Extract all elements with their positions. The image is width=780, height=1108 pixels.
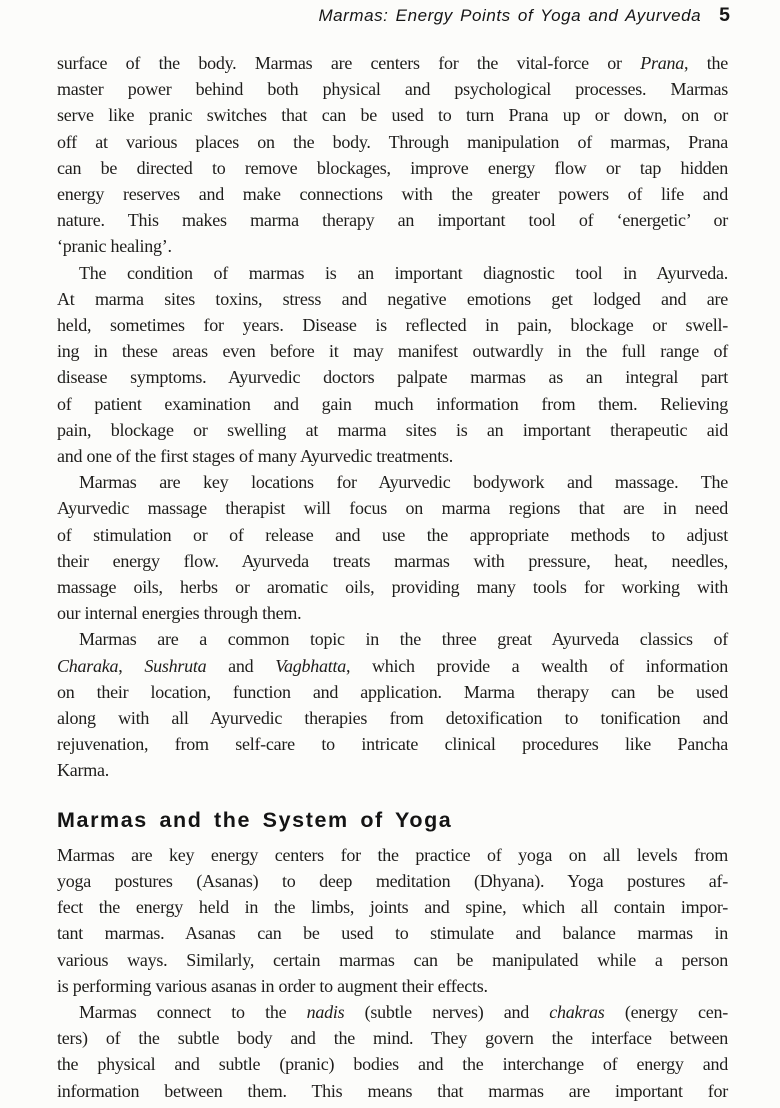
text-line xyxy=(57,417,728,443)
text-segment: (subtle nerves) and xyxy=(344,1001,550,1022)
text-line xyxy=(57,653,728,679)
text-segment: , which provide a wealth of information xyxy=(345,655,729,676)
text-line xyxy=(57,999,728,1025)
text-line xyxy=(57,391,728,417)
text-segment: of patient examination and gain much information from them. Relieving xyxy=(57,393,728,414)
text-segment: off at various places on the body. Through manipulation of marmas, Prana xyxy=(57,131,728,152)
text-line xyxy=(57,757,728,783)
text-line xyxy=(57,522,728,548)
text-segment: yoga postures (Asanas) to deep meditation (Dhyana). Yoga postures af- xyxy=(57,870,728,891)
text-segment: (energy cen- xyxy=(604,1001,728,1022)
text-segment: At marma sites toxins, stress and negative emotions get lodged and are xyxy=(57,288,728,309)
paragraph xyxy=(57,842,728,999)
text-segment: pain, blockage or swelling at marma sites is an important therapeutic aid xyxy=(57,419,728,440)
italic-term: Vagbhatta xyxy=(275,655,346,676)
text-segment: Ayurvedic massage therapist will focus on marma regions that are in need xyxy=(57,498,728,519)
text-segment: master power behind both physical and psychological processes. Marmas xyxy=(57,79,728,100)
text-segment: fect the energy held in the limbs, joints and spine, which all contain impor- xyxy=(57,897,728,918)
text-segment: tant marmas. Asanas can be used to stimulate and balance marmas in xyxy=(57,923,728,944)
text-line xyxy=(57,679,728,705)
text-line xyxy=(57,338,728,364)
text-line xyxy=(57,155,728,181)
paragraph xyxy=(57,50,728,260)
text-line xyxy=(57,260,728,286)
italic-term: Prana xyxy=(640,53,685,73)
text-segment: surface of the body. Marmas are centers for the vital-force or xyxy=(57,53,641,73)
text-segment: and xyxy=(206,655,276,676)
text-segment: Karma. xyxy=(57,760,109,781)
text-line xyxy=(57,920,728,946)
text-segment: ing in these areas even before it may manifest outwardly in the full range of xyxy=(57,341,728,362)
text-segment: , the xyxy=(684,53,728,73)
text-segment: Marmas are a common topic in the three great Ayurveda classics of xyxy=(79,629,728,650)
text-segment: the physical and subtle (pranic) bodies and the interchange of energy and xyxy=(57,1054,728,1075)
text-segment: is performing various asanas in order to augment their effects. xyxy=(57,975,488,996)
text-segment: can be directed to remove blockages, improve energy flow or tap hidden xyxy=(57,157,728,178)
text-line xyxy=(57,600,728,626)
text-line xyxy=(57,973,728,999)
text-line xyxy=(57,842,728,868)
text-line xyxy=(57,1025,728,1051)
text-line xyxy=(57,312,728,338)
text-line xyxy=(57,233,728,259)
text-line xyxy=(57,731,728,757)
text-line xyxy=(57,894,728,920)
page-number: 5 xyxy=(719,4,730,26)
text-line xyxy=(57,548,728,574)
text-segment: information between them. This means that marmas are important for xyxy=(57,1080,728,1101)
text-segment: their energy flow. Ayurveda treats marmas with pressure, heat, needles, xyxy=(57,550,728,571)
text-segment: nature. This makes marma therapy an important tool of ‘energetic’ or xyxy=(57,210,728,231)
text-segment: rejuvenation, from self-care to intricate clinical procedures like Pancha xyxy=(57,734,728,755)
text-line xyxy=(57,947,728,973)
text-segment: various ways. Similarly, certain marmas can be manipulated while a person xyxy=(57,949,728,970)
italic-term: nadis xyxy=(306,1001,345,1022)
paragraph xyxy=(57,999,728,1104)
text-line xyxy=(57,868,728,894)
text-segment: Marmas connect to the xyxy=(79,1001,307,1022)
text-line xyxy=(57,50,728,76)
paragraph xyxy=(57,626,728,783)
text-line xyxy=(57,705,728,731)
running-head xyxy=(57,4,730,27)
page-body xyxy=(57,50,728,1104)
text-segment: Marmas are key locations for Ayurvedic bodywork and massage. The xyxy=(79,472,728,493)
italic-term: Sushruta xyxy=(144,655,207,676)
text-segment: along with all Ayurvedic therapies from detoxification to tonification and xyxy=(57,708,728,729)
italic-term: chakras xyxy=(549,1001,605,1022)
text-segment: and one of the first stages of many Ayurvedic treatments. xyxy=(57,446,453,467)
running-title: Marmas: Energy Points of Yoga and Ayurveda xyxy=(318,6,702,25)
text-segment: our internal energies through them. xyxy=(57,603,302,624)
paragraph xyxy=(57,260,728,470)
text-line xyxy=(57,129,728,155)
text-segment: energy reserves and make connections with the greater powers of life and xyxy=(57,184,728,205)
text-segment: on their location, function and application. Marma therapy can be used xyxy=(57,681,728,702)
text-line xyxy=(57,102,728,128)
text-line xyxy=(57,626,728,652)
text-line xyxy=(57,1051,728,1077)
text-segment: The condition of marmas is an important diagnostic tool in Ayurveda. xyxy=(79,262,728,283)
text-line xyxy=(57,364,728,390)
text-line xyxy=(57,286,728,312)
text-segment: of stimulation or of release and use the appropriate methods to adjust xyxy=(57,524,728,545)
text-line xyxy=(57,181,728,207)
text-line xyxy=(57,76,728,102)
italic-term: Charaka xyxy=(57,655,119,676)
text-line xyxy=(57,443,728,469)
text-line xyxy=(57,469,728,495)
text-segment: ters) of the subtle body and the mind. They govern the interface between xyxy=(57,1028,728,1049)
text-line xyxy=(57,1078,728,1104)
text-line xyxy=(57,207,728,233)
text-segment: , xyxy=(118,655,145,676)
text-segment: disease symptoms. Ayurvedic doctors palpate marmas as an integral part xyxy=(57,367,728,388)
text-segment: held, sometimes for years. Disease is reflected in pain, blockage or swell- xyxy=(57,315,728,336)
text-line xyxy=(57,495,728,521)
text-segment: massage oils, herbs or aromatic oils, providing many tools for working with xyxy=(57,577,728,598)
section-heading: Marmas and the System of Yoga xyxy=(57,807,453,832)
text-segment: ‘pranic healing’. xyxy=(57,236,172,257)
paragraph xyxy=(57,469,728,626)
text-segment: serve like pranic switches that can be used to turn Prana up or down, on or xyxy=(57,105,728,126)
text-segment: Marmas are key energy centers for the practice of yoga on all levels from xyxy=(57,844,728,865)
text-line xyxy=(57,574,728,600)
